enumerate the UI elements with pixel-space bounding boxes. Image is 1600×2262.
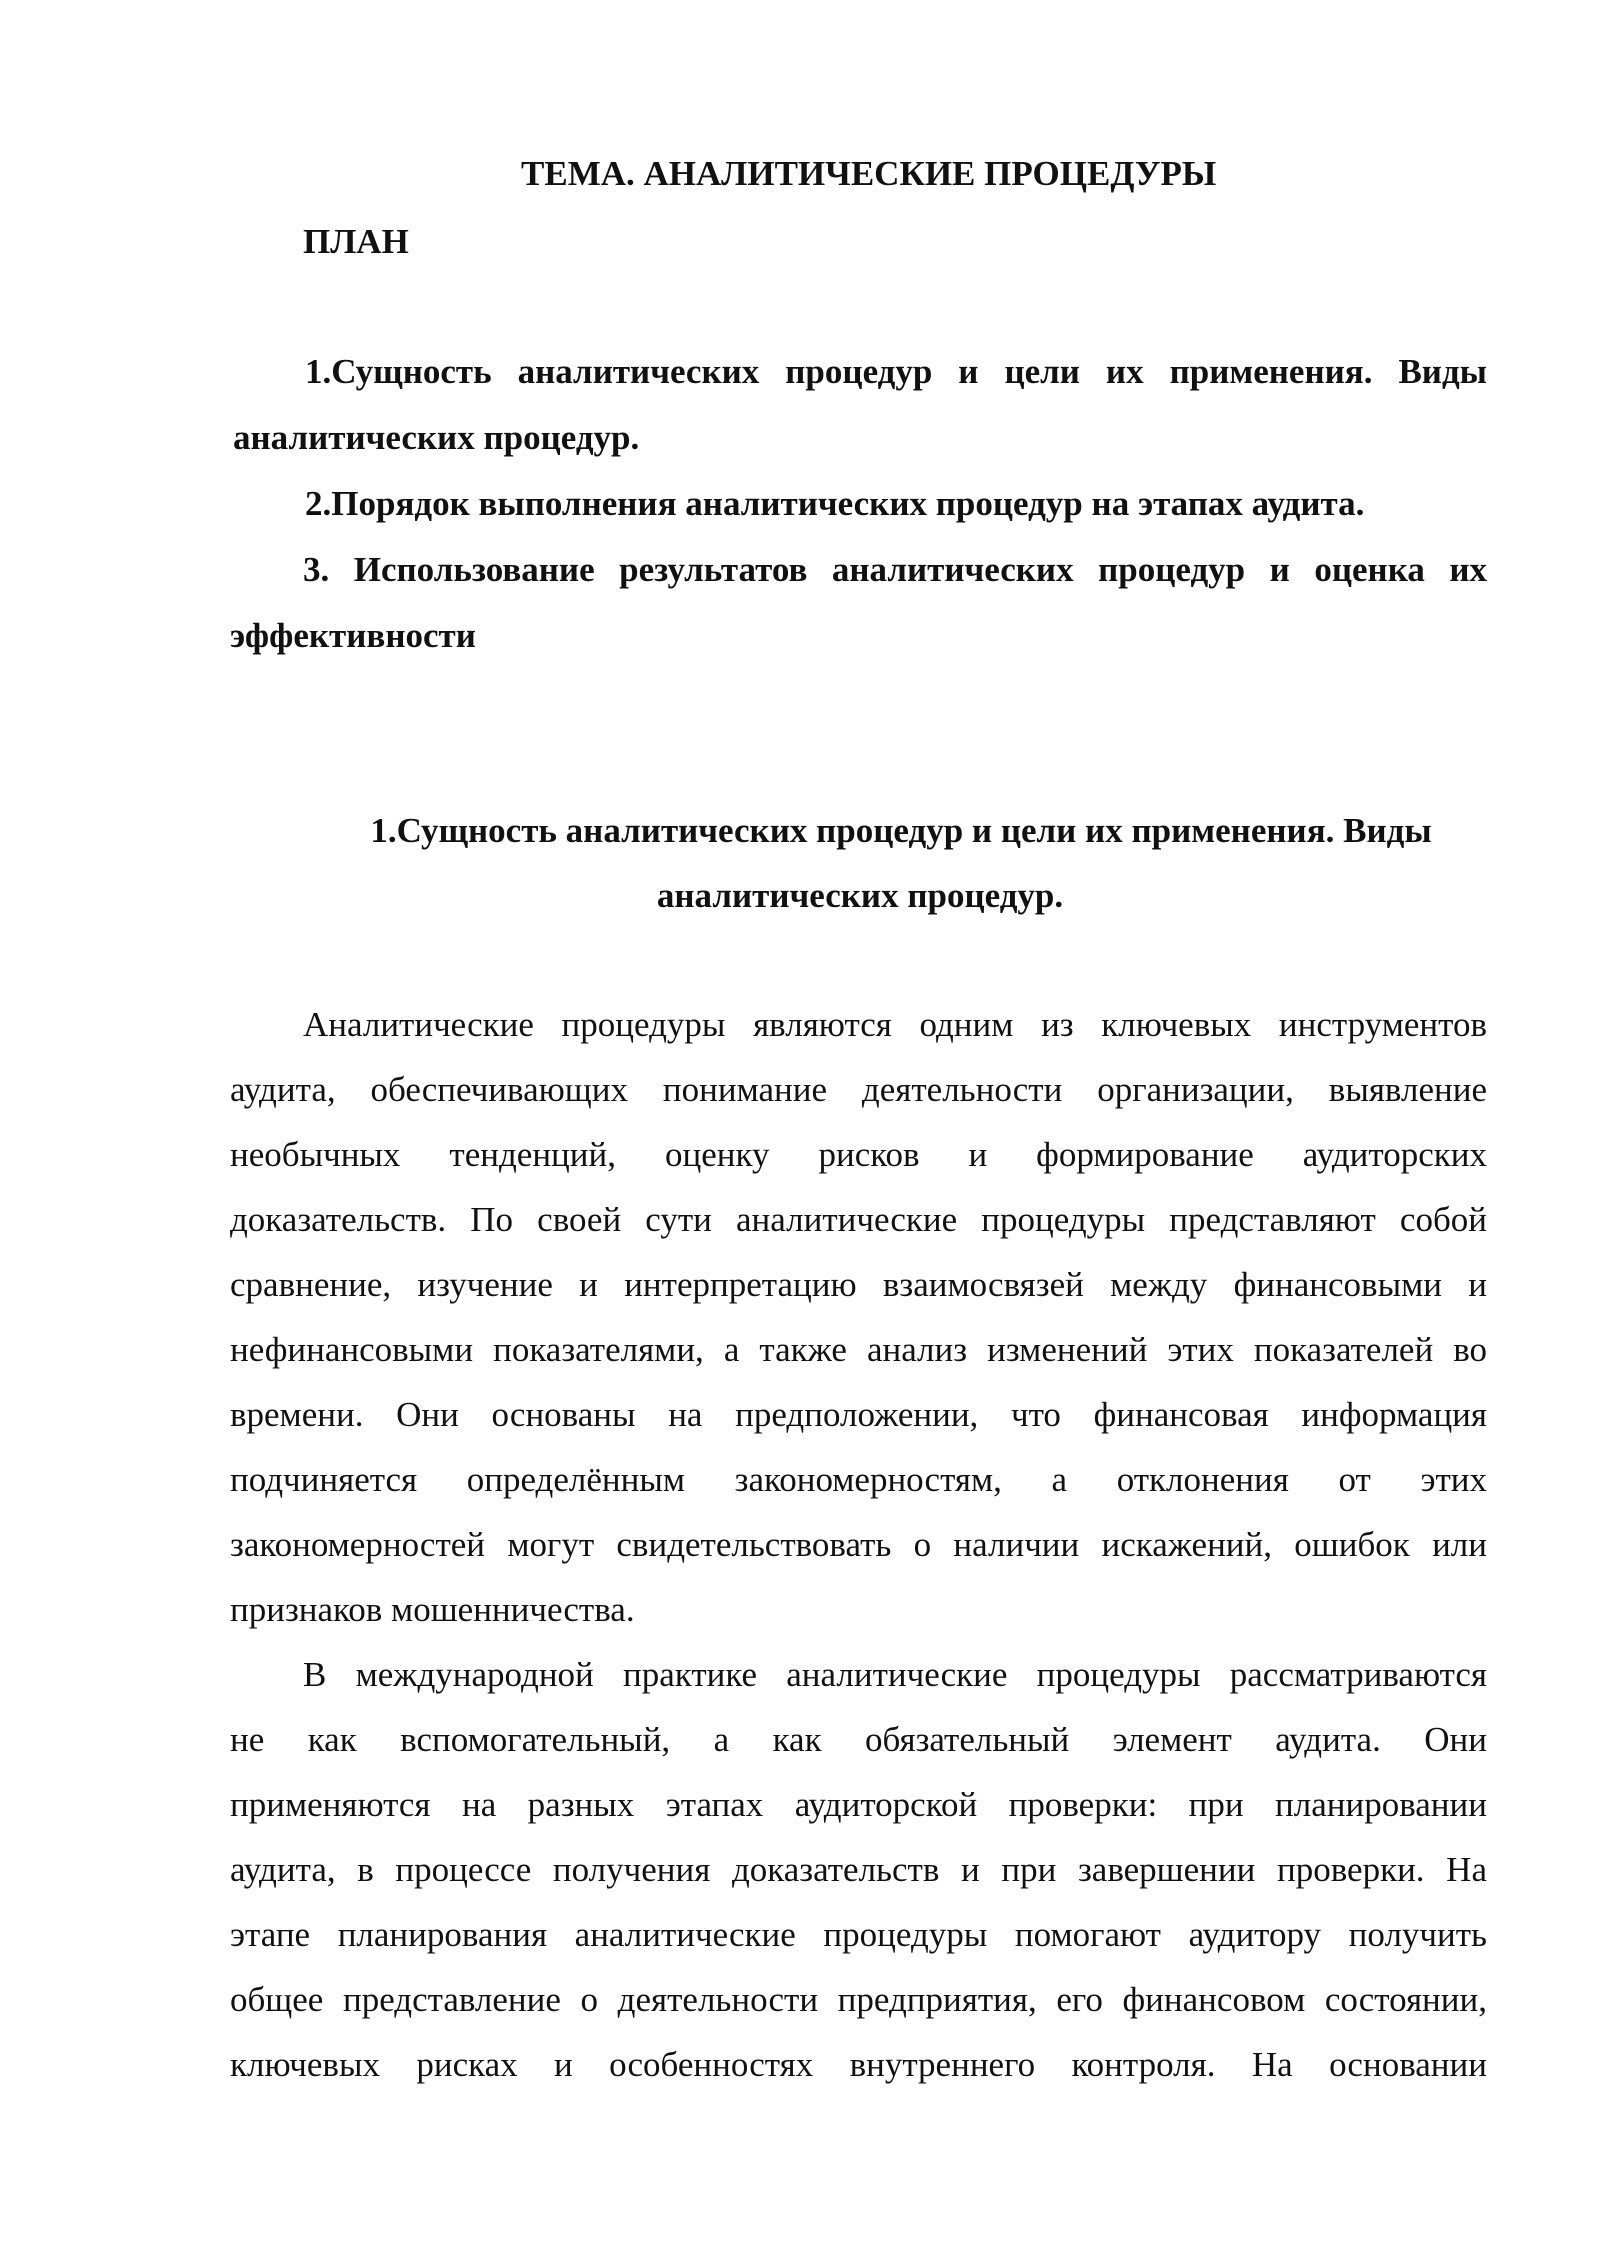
plan-item-3-line-2: эффективности (230, 616, 476, 655)
paragraph-2-line-3: применяются на разных этапах аудиторской проверки: при планировании (230, 1785, 1487, 1824)
plan-item-1-line-1: 1.Сущность аналитических процедур и цели их применения. Виды (305, 352, 1487, 391)
paragraph-1-line-8: подчиняется определённым закономерностям, а отклонения от этих (230, 1460, 1487, 1499)
paragraph-1-line-7: времени. Они основаны на предположении, что финансовая информация (230, 1395, 1487, 1434)
paragraph-1-line-4: доказательств. По своей сути аналитические процедуры представляют собой (230, 1200, 1487, 1239)
plan-item-3-line-1: 3. Использование результатов аналитических процедур и оценка их (303, 550, 1487, 589)
paragraph-2-line-4: аудита, в процессе получения доказательств и при завершении проверки. На (230, 1850, 1487, 1889)
paragraph-1-line-6: нефинансовыми показателями, а также анализ изменений этих показателей во (230, 1330, 1487, 1369)
plan-item-1-line-2: аналитических процедур. (233, 418, 640, 457)
paragraph-2-line-7: ключевых рисках и особенностях внутреннего контроля. На основании (230, 2045, 1487, 2084)
section-heading-line-1: 1.Сущность аналитических процедур и цели их применения. Виды (370, 811, 1432, 850)
paragraph-1-line-9: закономерностей могут свидетельствовать о наличии искажений, ошибок или (230, 1525, 1487, 1564)
paragraph-1-line-10: признаков мошенничества. (230, 1590, 635, 1629)
plan-label: ПЛАН (303, 222, 409, 261)
document-title: ТЕМА. АНАЛИТИЧЕСКИЕ ПРОЦЕДУРЫ (521, 154, 1217, 193)
paragraph-2-line-1: В международной практике аналитические процедуры рассматриваются (303, 1655, 1487, 1694)
paragraph-2-line-5: этапе планирования аналитические процедуры помогают аудитору получить (230, 1915, 1487, 1954)
plan-item-2: 2.Порядок выполнения аналитических процедур на этапах аудита. (305, 484, 1365, 523)
paragraph-1-line-5: сравнение, изучение и интерпретацию взаимосвязей между финансовыми и (230, 1265, 1487, 1304)
section-heading-line-2: аналитических процедур. (656, 876, 1064, 915)
paragraph-2-line-2: не как вспомогательный, а как обязательный элемент аудита. Они (230, 1720, 1487, 1759)
paragraph-1-line-2: аудита, обеспечивающих понимание деятельности организации, выявление (230, 1070, 1487, 1109)
paragraph-2-line-6: общее представление о деятельности предприятия, его финансовом состоянии, (230, 1980, 1487, 2019)
paragraph-1-line-3: необычных тенденций, оценку рисков и формирование аудиторских (230, 1135, 1487, 1174)
paragraph-1-line-1: Аналитические процедуры являются одним из ключевых инструментов (303, 1005, 1487, 1044)
